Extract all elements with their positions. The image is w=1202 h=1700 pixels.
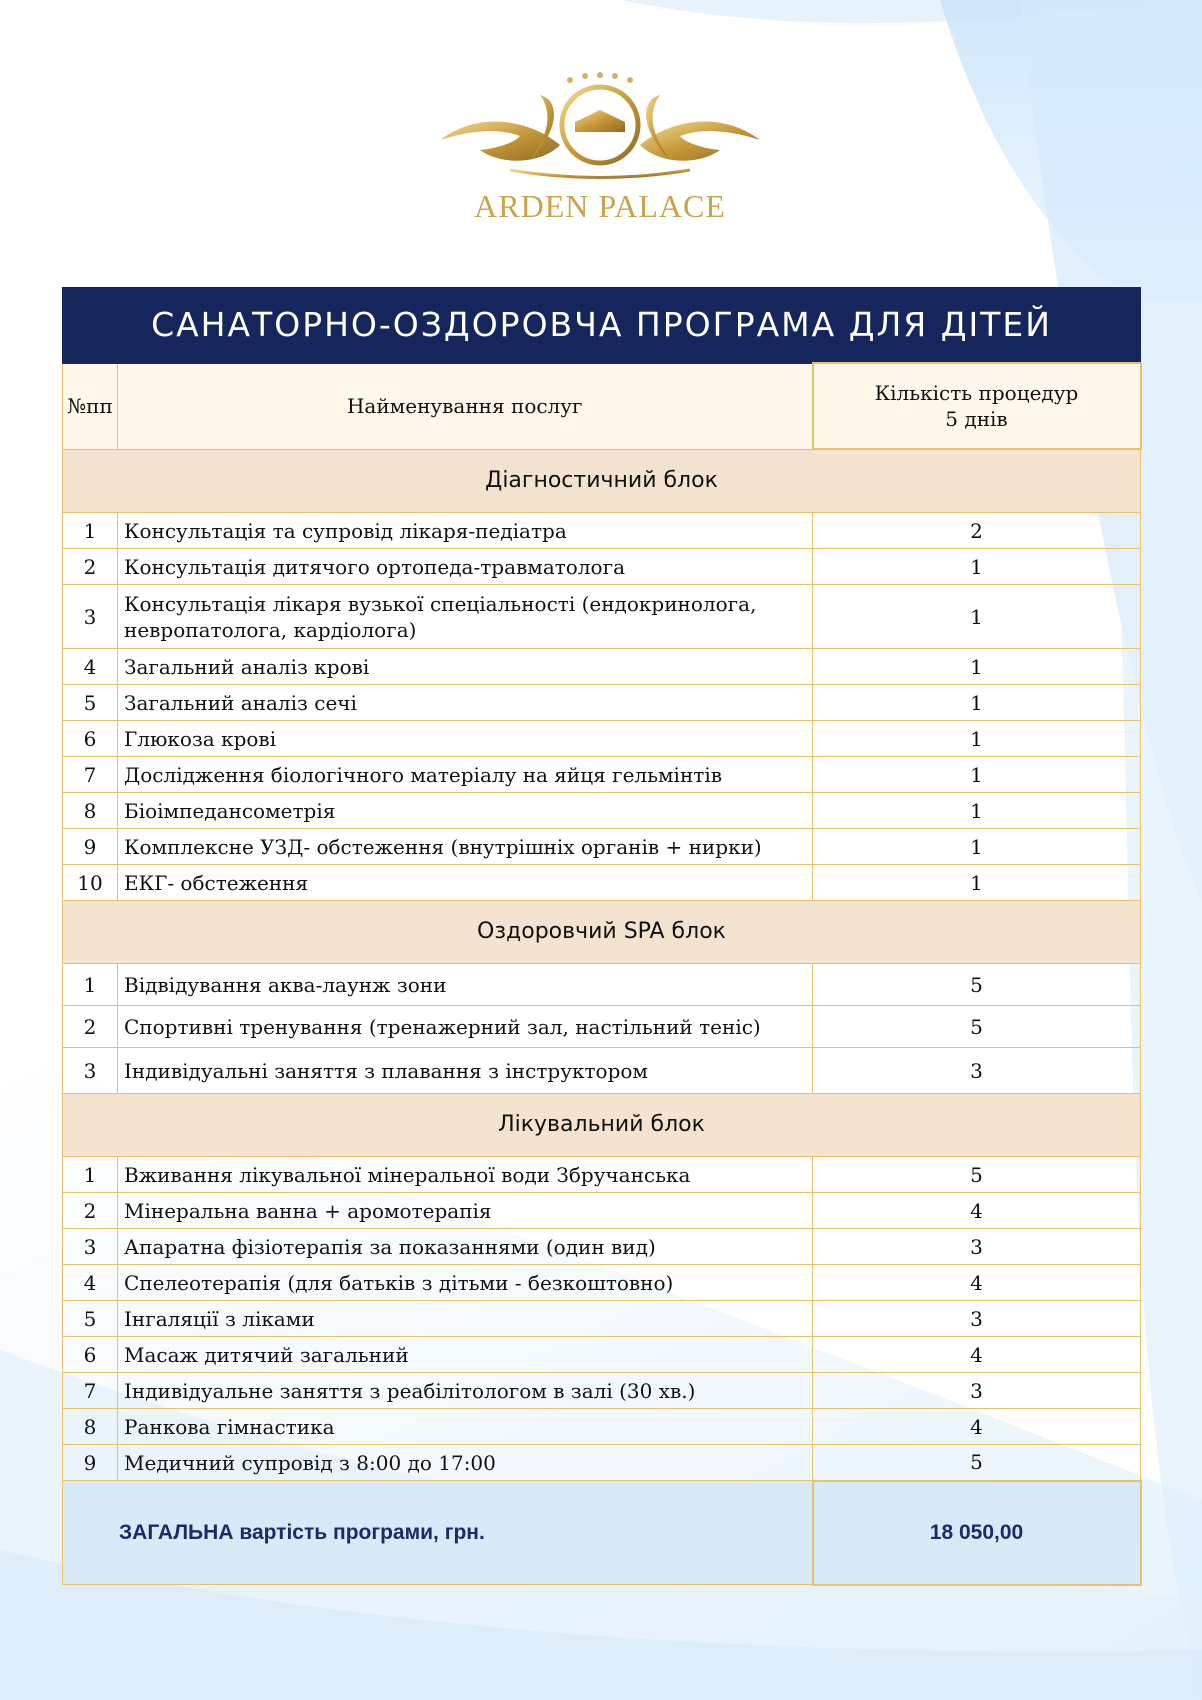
service-name: Загальний аналіз крові bbox=[118, 649, 813, 685]
table-row bbox=[63, 757, 1141, 793]
table-row bbox=[63, 1157, 1141, 1193]
row-number: 6 bbox=[63, 721, 118, 757]
service-name: Вживання лікувальної мінеральної води Збручанська bbox=[118, 1157, 813, 1193]
procedure-count: 5 bbox=[813, 1157, 1141, 1193]
row-number: 3 bbox=[63, 1048, 118, 1094]
procedure-count: 1 bbox=[813, 829, 1141, 865]
row-number: 2 bbox=[63, 549, 118, 585]
row-number: 2 bbox=[63, 1006, 118, 1048]
service-name: Індивідуальні заняття з плавання з інструктором bbox=[118, 1048, 813, 1094]
table-row bbox=[63, 1006, 1141, 1048]
table-row bbox=[63, 1373, 1141, 1409]
table-row bbox=[63, 829, 1141, 865]
row-number: 9 bbox=[63, 1445, 118, 1481]
section-header bbox=[63, 449, 1141, 513]
table-row bbox=[63, 685, 1141, 721]
row-number: 3 bbox=[63, 585, 118, 649]
quantity-header-line1: Кількість процедур bbox=[874, 381, 1079, 405]
ornament-icon bbox=[420, 70, 780, 200]
section-title: Діагностичний блок bbox=[63, 449, 1141, 513]
section-title: Лікувальний блок bbox=[63, 1094, 1141, 1157]
section-header bbox=[63, 901, 1141, 964]
procedure-count: 1 bbox=[813, 793, 1141, 829]
table-row bbox=[63, 513, 1141, 549]
row-number: 4 bbox=[63, 649, 118, 685]
table-row bbox=[63, 793, 1141, 829]
procedure-count: 3 bbox=[813, 1301, 1141, 1337]
procedure-count: 4 bbox=[813, 1193, 1141, 1229]
table-row bbox=[63, 865, 1141, 901]
service-name: Ранкова гімнастика bbox=[118, 1409, 813, 1445]
column-header-quantity bbox=[813, 363, 1141, 449]
table-row bbox=[63, 721, 1141, 757]
column-header-number: №пп bbox=[63, 363, 118, 449]
row-number: 8 bbox=[63, 793, 118, 829]
total-label: ЗАГАЛЬНА вартість програми, грн. bbox=[63, 1481, 813, 1585]
brand-name: ARDEN PALACE bbox=[474, 188, 726, 224]
row-number: 8 bbox=[63, 1409, 118, 1445]
service-name: Загальний аналіз сечі bbox=[118, 685, 813, 721]
service-name: Апаратна фізіотерапія за показаннями (один вид) bbox=[118, 1229, 813, 1265]
table-row bbox=[63, 585, 1141, 649]
row-number: 7 bbox=[63, 757, 118, 793]
service-name: Дослідження біологічного матеріалу на яйця гельмінтів bbox=[118, 757, 813, 793]
total-row bbox=[63, 1481, 1141, 1585]
table-row bbox=[63, 1265, 1141, 1301]
procedure-count: 2 bbox=[813, 513, 1141, 549]
procedure-count: 3 bbox=[813, 1229, 1141, 1265]
procedure-count: 4 bbox=[813, 1337, 1141, 1373]
service-name: Консультація лікаря вузької спеціальності (ендокринолога, невропатолога, кардіолога) bbox=[118, 585, 813, 649]
service-name: Глюкоза крові bbox=[118, 721, 813, 757]
procedure-count: 1 bbox=[813, 685, 1141, 721]
table-row bbox=[63, 964, 1141, 1006]
arden-palace-logo bbox=[420, 70, 780, 250]
procedure-count: 1 bbox=[813, 757, 1141, 793]
row-number: 10 bbox=[63, 865, 118, 901]
table-row bbox=[63, 1193, 1141, 1229]
row-number: 9 bbox=[63, 829, 118, 865]
service-name: Консультація дитячого ортопеда-травматолога bbox=[118, 549, 813, 585]
table-row bbox=[63, 549, 1141, 585]
row-number: 3 bbox=[63, 1229, 118, 1265]
table-row bbox=[63, 1301, 1141, 1337]
service-name: Індивідуальне заняття з реабілітологом в залі (30 хв.) bbox=[118, 1373, 813, 1409]
service-name: Інгаляції з ліками bbox=[118, 1301, 813, 1337]
table-row bbox=[63, 1229, 1141, 1265]
table-row bbox=[63, 1445, 1141, 1481]
row-number: 1 bbox=[63, 1157, 118, 1193]
row-number: 1 bbox=[63, 513, 118, 549]
row-number: 6 bbox=[63, 1337, 118, 1373]
procedure-count: 1 bbox=[813, 585, 1141, 649]
procedure-count: 3 bbox=[813, 1373, 1141, 1409]
section-header bbox=[63, 1094, 1141, 1157]
page-title: САНАТОРНО-ОЗДОРОВЧА ПРОГРАМА ДЛЯ ДІТЕЙ bbox=[63, 288, 1141, 364]
table-row bbox=[63, 1048, 1141, 1094]
service-name: Біоімпедансометрія bbox=[118, 793, 813, 829]
service-name: ЕКГ- обстеження bbox=[118, 865, 813, 901]
procedure-count: 5 bbox=[813, 1445, 1141, 1481]
row-number: 1 bbox=[63, 964, 118, 1006]
service-name: Масаж дитячий загальний bbox=[118, 1337, 813, 1373]
service-name: Мінеральна ванна + аромотерапія bbox=[118, 1193, 813, 1229]
service-name: Спортивні тренування (тренажерний зал, настільний теніс) bbox=[118, 1006, 813, 1048]
procedure-count: 4 bbox=[813, 1409, 1141, 1445]
service-name: Медичний супровід з 8:00 до 17:00 bbox=[118, 1445, 813, 1481]
table-row bbox=[63, 649, 1141, 685]
row-number: 2 bbox=[63, 1193, 118, 1229]
procedure-count: 1 bbox=[813, 649, 1141, 685]
procedure-count: 1 bbox=[813, 721, 1141, 757]
section-title: Оздоровчий SPA блок bbox=[63, 901, 1141, 964]
procedure-count: 4 bbox=[813, 1265, 1141, 1301]
service-name: Відвідування аква-лаунж зони bbox=[118, 964, 813, 1006]
row-number: 7 bbox=[63, 1373, 118, 1409]
procedure-count: 5 bbox=[813, 964, 1141, 1006]
row-number: 5 bbox=[63, 685, 118, 721]
procedure-count: 3 bbox=[813, 1048, 1141, 1094]
procedure-count: 1 bbox=[813, 549, 1141, 585]
column-header-name: Найменування послуг bbox=[118, 363, 813, 449]
program-table bbox=[62, 287, 1142, 1586]
row-number: 5 bbox=[63, 1301, 118, 1337]
table-row bbox=[63, 1337, 1141, 1373]
quantity-header-line2: 5 днів bbox=[945, 407, 1008, 431]
title-row bbox=[63, 288, 1141, 364]
header-row bbox=[63, 363, 1141, 449]
service-name: Комплексне УЗД- обстеження (внутрішніх органів + нирки) bbox=[118, 829, 813, 865]
service-name: Консультація та супровід лікаря-педіатра bbox=[118, 513, 813, 549]
service-name: Спелеотерапія (для батьків з дітьми - безкоштовно) bbox=[118, 1265, 813, 1301]
procedure-count: 5 bbox=[813, 1006, 1141, 1048]
procedure-count: 1 bbox=[813, 865, 1141, 901]
total-value: 18 050,00 bbox=[813, 1481, 1141, 1585]
table-row bbox=[63, 1409, 1141, 1445]
row-number: 4 bbox=[63, 1265, 118, 1301]
